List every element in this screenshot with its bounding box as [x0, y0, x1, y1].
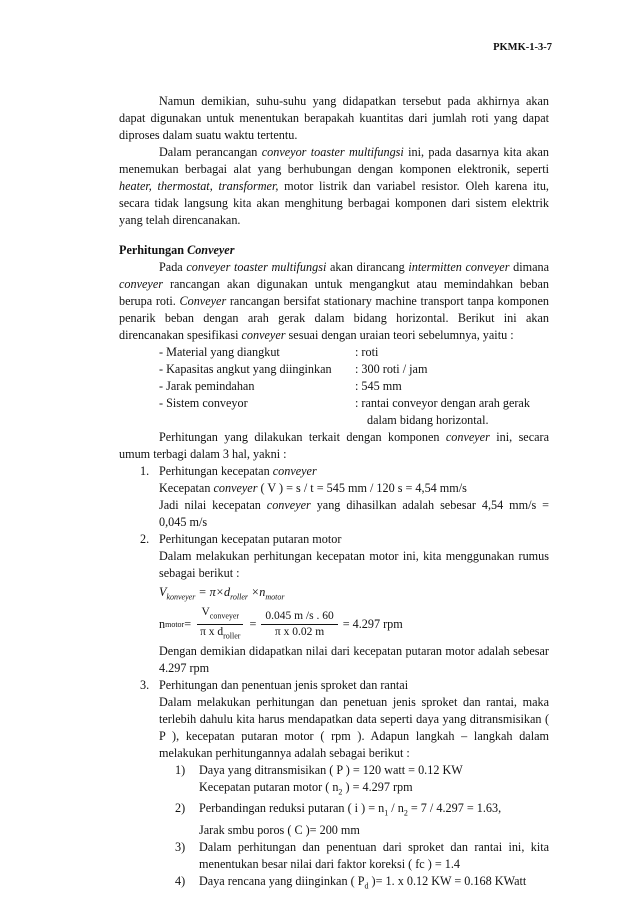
formula-text: n — [159, 616, 166, 631]
fraction-denominator — [196, 625, 244, 643]
item-title — [159, 463, 549, 480]
spec-value: : roti — [355, 345, 379, 359]
spec-row — [159, 344, 549, 361]
text-italic: conveyer — [241, 328, 286, 342]
formula-text: = π×d — [195, 585, 231, 599]
step-number: 2) — [175, 801, 186, 816]
text: Kecepatan — [159, 481, 214, 495]
fraction-numerator: 0.045 m /s . 60 — [261, 609, 337, 625]
formula-text: V — [159, 585, 167, 599]
text: dimana — [509, 260, 549, 274]
spec-key-empty — [159, 412, 355, 429]
formula-text: = — [184, 616, 192, 631]
speed-conclusion — [159, 497, 549, 531]
page-content — [119, 93, 549, 894]
calculation-item-2 — [119, 531, 549, 677]
text: ) = 4.297 rpm — [342, 780, 413, 794]
text-italic: Conveyer — [187, 243, 235, 257]
spec-row — [159, 378, 549, 395]
formula-sub: roller — [230, 592, 249, 602]
formula-sub: konveyer — [166, 592, 196, 602]
calculation-item-1 — [119, 463, 549, 531]
text-italic: intermitten conveyer — [408, 260, 510, 274]
text-italic: conveyer — [213, 481, 258, 495]
text: sesuai dengan uraian teori sebelumnya, yaitu : — [285, 328, 514, 342]
formula-motor-speed — [159, 605, 549, 643]
text: Jadi nilai kecepatan — [159, 498, 267, 512]
text: Dalam perancangan — [159, 145, 262, 159]
text: rancangan akan digunakan untuk mengangkut atau memindahkan beban berupa roti. — [119, 277, 549, 308]
formula-text: ×n — [248, 585, 266, 599]
formula-sub: motor — [165, 619, 185, 629]
step-line — [199, 779, 549, 800]
text: Perbandingan reduksi putaran ( i ) = n — [199, 801, 385, 816]
fraction-2 — [261, 609, 337, 640]
text: rancangan bersifat stationary machine transport tanpa komponen penarik beban dengan arah gerak dalam bidang horizontal. Berikut ini akan direncanakan spesifikasi — [119, 294, 550, 342]
step-item — [159, 839, 549, 873]
text-italic: conveyer — [119, 277, 163, 291]
formula-text: π x d — [200, 625, 224, 638]
step-line — [199, 800, 549, 821]
text-italic: conveyer — [266, 498, 311, 512]
text-italic: heater, thermostat, transformer, — [119, 179, 279, 193]
text: Kecepatan putaran motor ( n — [199, 780, 339, 794]
spec-list — [159, 344, 549, 429]
fraction-1 — [196, 605, 244, 643]
fraction-denominator: π x 0.02 m — [274, 625, 325, 638]
paragraph-1: Namun demikian, suhu-suhu yang didapatkan tersebut pada akhirnya akan dapat digunakan untuk menentukan berapakah kuantitas dari jumlah roti yang dapat diproses dalam suatu waktu tertentu. — [119, 94, 549, 142]
text: ini, pada dasarnya kita akan menemukan berbagai alat yang berhubungan dengan komponen elektronik, seperti — [119, 145, 550, 176]
speed-line — [159, 480, 549, 497]
formula-sub: d — [364, 881, 369, 891]
formula-sub: 2 — [338, 787, 343, 797]
item-text: Dalam melakukan perhitungan kecepatan motor ini, kita menggunakan rumus sebagai berikut : — [159, 549, 549, 580]
calculation-item-3 — [119, 677, 549, 894]
spec-value: : 300 roti / jam — [355, 362, 428, 376]
text-italic: conveyor toaster multifungsi — [261, 145, 404, 159]
item-number: 2. — [140, 532, 150, 546]
fraction-numerator — [197, 605, 243, 624]
formula-velocity — [159, 584, 549, 601]
text: Perhitungan kecepatan — [159, 464, 273, 478]
spec-row — [159, 395, 549, 412]
step-number: 1) — [175, 763, 186, 777]
text: Daya rencana yang diinginkan ( P — [199, 873, 365, 888]
formula-text: V — [201, 606, 210, 619]
item-text: Dalam melakukan perhitungan dan penetuan jenis sproket dan rantai, maka terlebih dahulu kita harus mendapatkan data seperti daya yang ditransmisikan ( P ), kecepatan putaran motor ( rpm ). Adapun langkah – langkah dalam melakukan perhitungannya adalah sebagai berikut : — [159, 695, 549, 760]
paragraph-2 — [119, 144, 549, 229]
item-title: Perhitungan dan penentuan jenis sproket dan rantai — [159, 678, 409, 692]
item-number: 3. — [140, 678, 150, 692]
spec-value-continued: dalam bidang horizontal. — [367, 413, 489, 427]
step-line: Jarak smbu poros ( C )= 200 mm — [199, 822, 360, 837]
step-number: 4) — [175, 873, 186, 888]
spec-key: - Kapasitas angkut yang diinginkan — [159, 362, 332, 376]
section-heading — [119, 242, 549, 259]
text: ini, secara umum terbagi dalam 3 hal, yakni : — [119, 430, 550, 461]
formula-sub: conveyer — [209, 611, 240, 621]
step-item — [159, 873, 549, 894]
text-italic: conveyer toaster multifungsi — [186, 260, 327, 274]
text: = 7 / 4.297 = 1.63, — [407, 801, 502, 816]
formula-result: = 4.297 rpm — [342, 616, 403, 631]
spec-key: - Material yang diangkut — [159, 345, 280, 359]
step-item — [159, 762, 549, 800]
formula-text: = — [249, 616, 257, 631]
spec-value: : rantai conveyor dengan arah gerak — [355, 396, 530, 410]
text: Perhitungan yang dilakukan terkait dengan komponen — [159, 430, 446, 444]
item-number: 1. — [140, 464, 150, 478]
step-list — [159, 762, 549, 894]
calculation-list — [119, 463, 549, 894]
formula-sub: roller — [223, 630, 241, 640]
step-number: 3) — [175, 839, 186, 854]
spec-row — [159, 361, 549, 378]
formula-sub: 2 — [403, 808, 408, 818]
item-title: Perhitungan kecepatan putaran motor — [159, 532, 342, 546]
text-italic: conveyer — [445, 430, 490, 444]
text: / n — [388, 801, 404, 816]
step-item — [159, 800, 549, 838]
text: akan dirancang — [326, 260, 409, 274]
spec-key: - Jarak pemindahan — [159, 379, 255, 393]
spec-row — [159, 412, 549, 429]
text: motor listrik dan variabel resistor. Oleh karena itu, secara tidak langsung kita akan menghitung berbagai komponen dari sistem elektrik yang telah direncanakan. — [119, 179, 549, 227]
step-line: Daya yang ditransmisikan ( P ) = 120 watt = 0.12 KW — [199, 763, 463, 777]
text: )= 1. x 0.12 KW = 0.168 KWatt — [368, 873, 527, 888]
text: yang dihasilkan adalah sebesar 4,54 mm/s = 0,045 m/s — [159, 498, 549, 529]
paragraph-3 — [119, 259, 549, 344]
page-code: PKMK-1-3-7 — [493, 42, 552, 53]
paragraph-4 — [119, 429, 549, 463]
formula-sub: motor — [265, 592, 285, 602]
text: ( V ) = s / t = 545 mm / 120 s = 4,54 mm/s — [257, 481, 467, 495]
text: Perhitungan — [119, 243, 188, 257]
text: Pada — [159, 260, 187, 274]
text-italic: Conveyer — [179, 294, 227, 308]
spec-key: - Sistem conveyor — [159, 396, 248, 410]
step-line — [199, 873, 549, 894]
text-italic: conveyer — [272, 464, 317, 478]
formula-sub: 1 — [384, 808, 389, 818]
spec-value: : 545 mm — [355, 379, 402, 393]
item-conclusion: Dengan demikian didapatkan nilai dari kecepatan putaran motor adalah sebesar 4.297 rpm — [159, 644, 549, 675]
step-line: Dalam perhitungan dan penentuan dari sproket dan rantai ini, kita menentukan besar nilai dari faktor koreksi ( fc ) = 1.4 — [199, 839, 549, 871]
